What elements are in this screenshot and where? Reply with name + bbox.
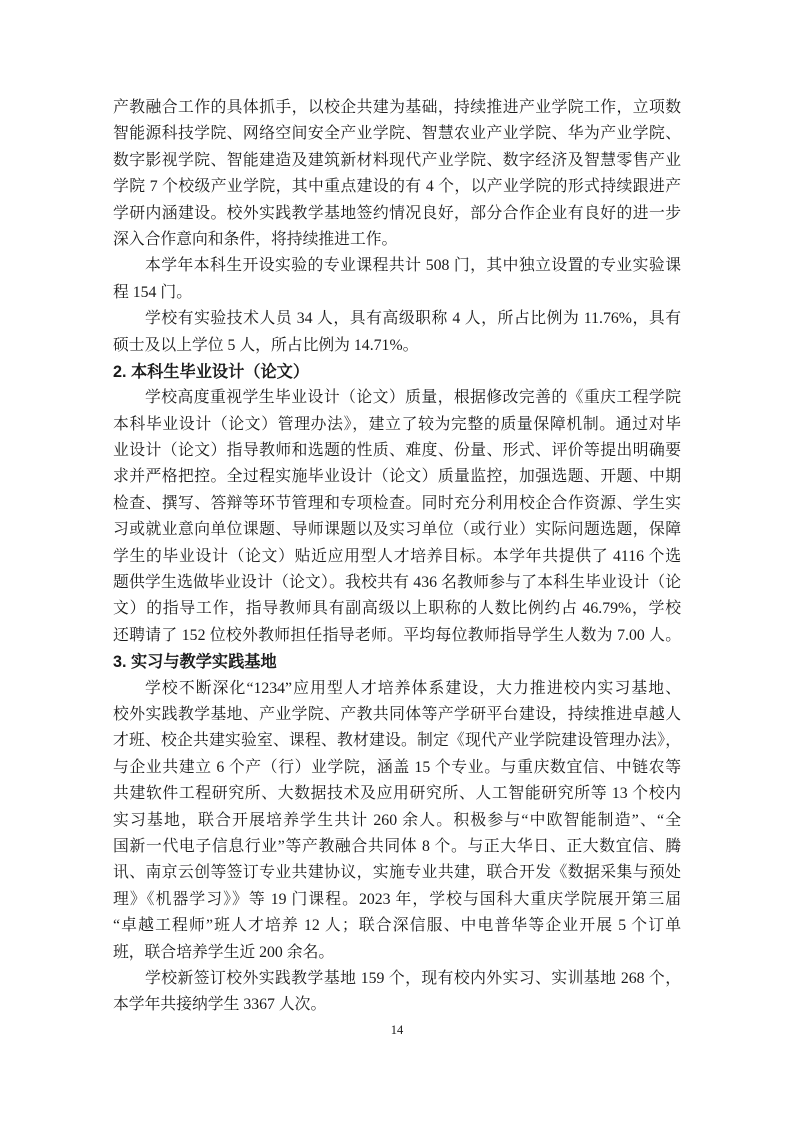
text-line: 程 154 门。 bbox=[113, 283, 192, 301]
text-line: 才班、校企共建实验室、课程、教材建设。制定《现代产业学院建设管理办法》， bbox=[113, 732, 681, 750]
text-line: 与企业共建立 6 个产（行）业学院，涵盖 15 个专业。与重庆数宜信、中链农等 bbox=[113, 758, 681, 776]
text-line: 硕士及以上学位 5 人，所占比例为 14.71%。 bbox=[113, 336, 419, 354]
page-body-text bbox=[113, 95, 681, 1019]
section-heading: 2. 本科生毕业设计（论文） bbox=[113, 362, 310, 381]
text-line: 文）的指导工作，指导教师具有副高级以上职称的人数比例约占 46.79%，学校 bbox=[113, 600, 681, 618]
text-line: 求并严格把控。全过程实施毕业设计（论文）质量监控，加强选题、开题、中期 bbox=[113, 468, 681, 486]
text-line: 深入合作意向和条件，将持续推进工作。 bbox=[113, 230, 398, 248]
page-number: 14 bbox=[390, 1023, 404, 1037]
text-line: 学院 7 个校级产业学院，其中重点建设的有 4 个，以产业学院的形式持续跟进产 bbox=[113, 178, 681, 196]
text-line: 共建软件工程研究所、大数据技术及应用研究所、人工智能研究所等 13 个校内 bbox=[113, 785, 681, 803]
text-line: 学校有实验技术人员 34 人，具有高级职称 4 人，所占比例为 11.76%，具有 bbox=[145, 310, 681, 328]
text-line: 班，联合培养学生近 200 余名。 bbox=[113, 943, 335, 961]
text-line: 数字影视学院、智能建造及建筑新材料现代产业学院、数字经济及智慧零售产业 bbox=[113, 151, 681, 169]
text-line: 检查、撰写、答辩等环节管理和专项检查。同时充分利用校企合作资源、学生实 bbox=[113, 494, 681, 512]
text-line: 学研内涵建设。校外实践教学基地签约情况良好，部分合作企业有良好的进一步 bbox=[113, 204, 681, 222]
text-line: 题供学生选做毕业设计（论文）。我校共有 436 名教师参与了本科生毕业设计（论 bbox=[113, 574, 681, 592]
text-line: “卓越工程师”班人才培养 12 人；联合深信服、中电普华等企业开展 5 个订单 bbox=[113, 917, 681, 935]
text-line: 理》《机器学习》》等 19 门课程。2023 年，学校与国科大重庆学院展开第三届 bbox=[113, 890, 681, 908]
text-line: 智能源科技学院、网络空间安全产业学院、智慧农业产业学院、华为产业学院、 bbox=[113, 125, 681, 143]
text-line: 校外实践教学基地、产业学院、产教共同体等产学研平台建设，持续推进卓越人 bbox=[113, 705, 681, 723]
text-line: 学校不断深化“1234”应用型人才培养体系建设，大力推进校内实习基地、 bbox=[145, 679, 681, 697]
section-heading: 3. 实习与教学实践基地 bbox=[113, 653, 277, 672]
text-line: 学生的毕业设计（论文）贴近应用型人才培养目标。本学年共提供了 4116 个选 bbox=[113, 547, 681, 565]
text-line: 讯、南京云创等签订专业共建协议，实施专业共建，联合开发《数据采集与预处 bbox=[113, 864, 681, 882]
text-line: 本科毕业设计（论文）管理办法》，建立了较为完整的质量保障机制。通过对毕 bbox=[113, 415, 681, 433]
text-line: 学校新签订校外实践教学基地 159 个，现有校内外实习、实训基地 268 个， bbox=[145, 969, 681, 987]
text-line: 业设计（论文）指导教师和选题的性质、难度、份量、形式、评价等提出明确要 bbox=[113, 442, 681, 460]
text-line: 还聘请了 152 位校外教师担任指导老师。平均每位教师指导学生人数为 7.00 人。 bbox=[113, 626, 681, 644]
text-line: 本学年本科生开设实验的专业课程共计 508 门，其中独立设置的专业实验课 bbox=[145, 257, 681, 275]
text-line: 国新一代电子信息行业”等产教融合共同体 8 个。与正大华日、正大数宜信、腾 bbox=[113, 837, 681, 855]
text-line: 产教融合工作的具体抓手，以校企共建为基础，持续推进产业学院工作，立项数 bbox=[113, 99, 681, 116]
text-line: 实习基地，联合开展培养学生共计 260 余人。积极参与“中欧智能制造”、“全 bbox=[113, 811, 681, 829]
text-line: 学校高度重视学生毕业设计（论文）质量，根据修改完善的《重庆工程学院 bbox=[145, 389, 681, 407]
text-line: 习或就业意向单位课题、导师课题以及实习单位（或行业）实际问题选题，保障 bbox=[113, 521, 681, 539]
text-line: 本学年共接纳学生 3367 人次。 bbox=[113, 996, 327, 1014]
